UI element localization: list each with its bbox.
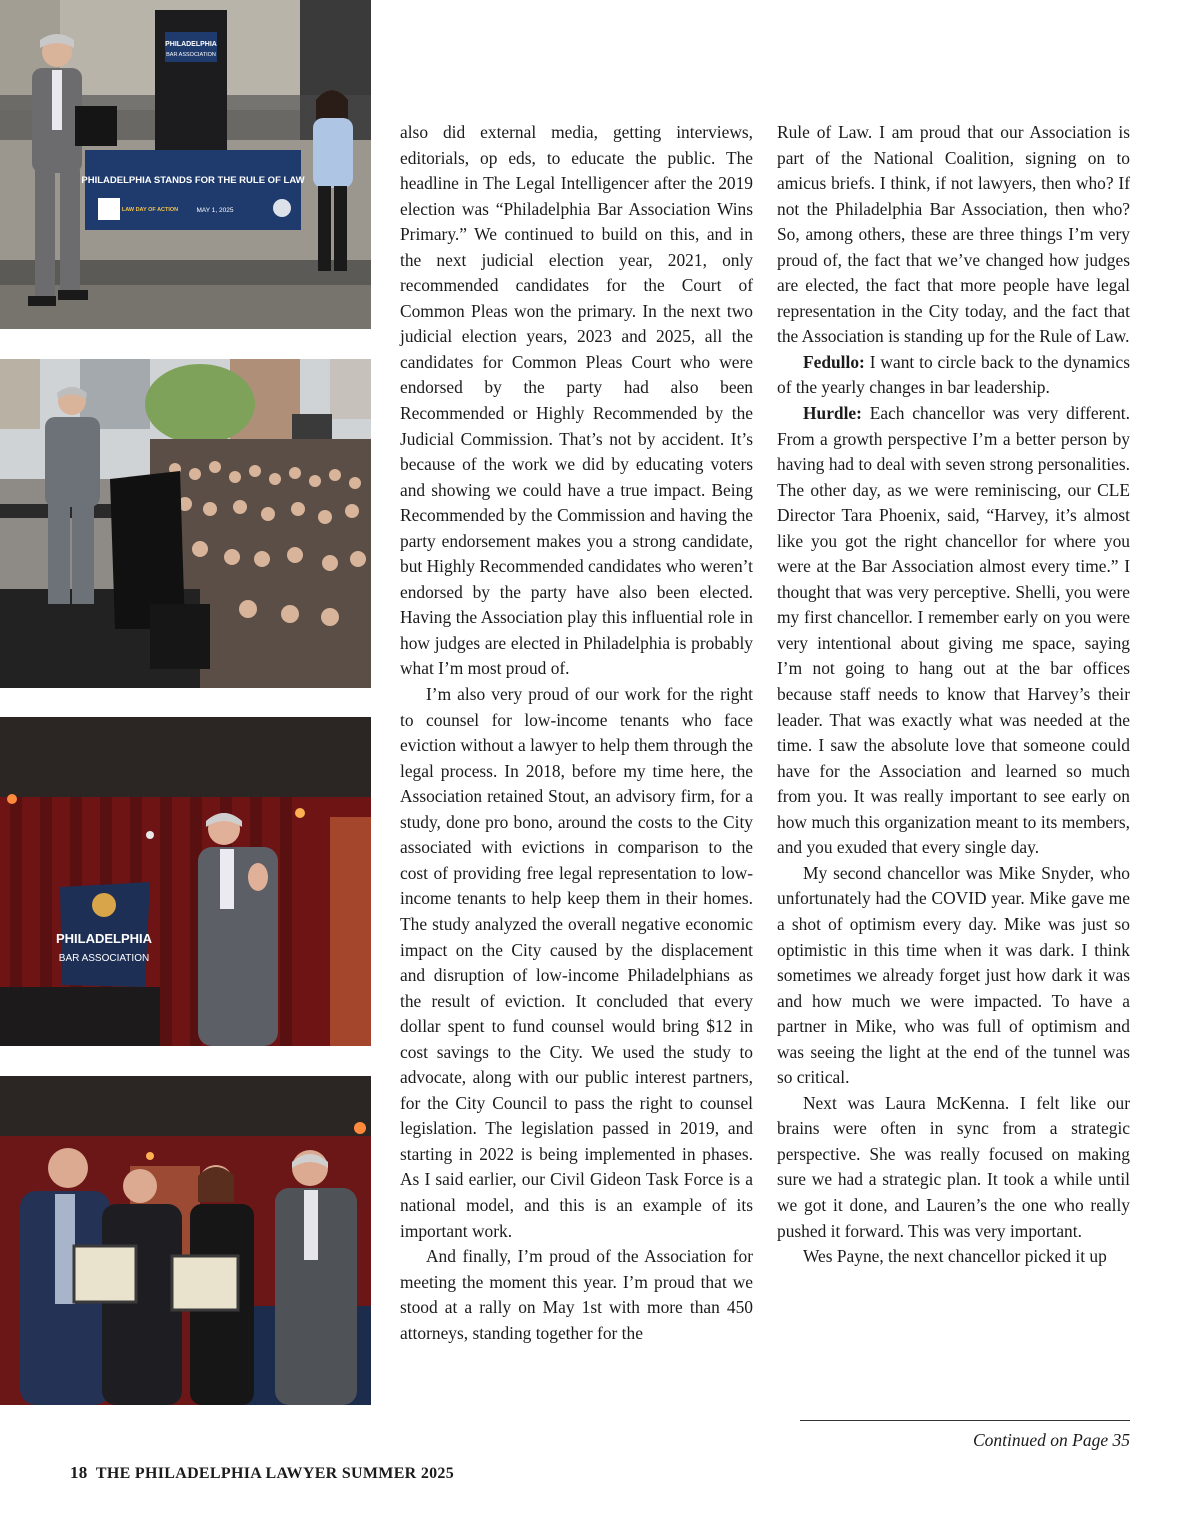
speaker-fedullo: Fedullo: [803, 351, 865, 372]
photo-event-speaker [0, 717, 371, 1046]
paragraph-right-3-text: Each chancellor was very different. From a growth perspective I’m a better person by having had to deal with seven strong personalities. The other day, as we were reminiscing, our CLE Director Tara Phoenix, said, “Harvey, it’s almost like you got the right chancellor for where you were at the Bar Association almost every time.” I thought that was very perceptive. Shelli, you were my first chancellor. I remember early on you were very intentional about giving me space, saying I’m not going to hang out at the bar offices because staff needs to know that Harvey’s their leader. That was exactly what was needed at the time. I saw the absolute love that someone could have for the Association and learned so much from you. It was really important to see early on how much this organization meant to its members, and you exuded that every single day. [777, 403, 1130, 858]
publication-name: THE PHILADELPHIA LAWYER SUMMER 2025 [95, 1465, 455, 1482]
article-column-right [777, 120, 1130, 1270]
rally-podium-text-2: BAR ASSOCIATION [166, 52, 216, 58]
page-number: 18 [70, 1463, 88, 1482]
rally-banner-date: MAY 1, 2025 [196, 207, 234, 214]
continued-on-page-note: Continued on Page 35 [973, 1430, 1130, 1450]
paragraph-left-1: also did external media, getting interviews, editorials, op eds, to educate the public. The headline in The Legal Intelligencer after the 2019 election was “Philadelphia Bar Association Wins Primary.” We continued to build on this, and in the next judicial election year, 2021, only recommended candidates for the Court of Common Pleas won the primary. In the next two judicial election years, 2023 and 2025, all the candidates for Common Pleas Court who were endorsed by the party had also been Recommended or Highly Recommended by the Judicial Commission. That’s not by accident. It’s because of the work we did by educating voters and showing we could have a true impact. Being Recommended by the Commission and having the party endorsement makes you a strong candidate, but Highly Recommended candidates who weren’t endorsed by the party have also been elected. Having the Association play this influential role in how judges are elected in Philadelphia is probably what I’m most proud of. [400, 122, 753, 679]
event-podium-text-1: PHILADELPHIA [55, 931, 153, 946]
paragraph-right-5: Next was Laura McKenna. I felt like our brains were often in sync from a strategic perspective. She was really focused on making sure we had a strategic plan. It took a while until we got it done, and Lauren’s the one who really pushed it forward. This was very important. [777, 1092, 1130, 1241]
photo-award-recipients [0, 1076, 371, 1405]
rally-banner-lawday: LAW DAY OF ACTION [121, 207, 179, 213]
paragraph-right-2 [777, 350, 1130, 401]
speaker-hurdle: Hurdle: [803, 403, 862, 424]
paragraph-left-2: I’m also very proud of our work for the right to counsel for low-income tenants who face eviction without a lawyer to help them through the legal process. In 2018, before my time here, the Association retained Stout, an advisory firm, for a study, done pro bono, around the costs to the City associated with evictions in comparison to the cost of providing free legal representation to low-income tenants to help keep them in their homes. The study analyzed the overall negative economic impact on the City caused by the displacement and disruption of low-income Philadelphians as the result of eviction. It concluded that every dollar spent to fund counsel would bring $12 in cost savings to the City. We used the study to advocate, along with our public interest partners, for the City Council to pass the right to counsel legislation. The legislation passed in 2019, and starting in 2022 is being implemented in phases. As I said earlier, our Civil Gideon Task Force is a national model, and this is an example of its important work. [400, 684, 753, 1241]
photo-rally-speaker-crowd [0, 359, 371, 688]
page-footer [70, 1463, 454, 1483]
event-podium-text-2: BAR ASSOCIATION [58, 953, 150, 964]
photo-rally-rule-of-law [0, 0, 371, 329]
rally-banner-text: PHILADELPHIA STANDS FOR THE RULE OF LAW [81, 175, 305, 186]
article-column-left [400, 120, 753, 1346]
paragraph-right-4: My second chancellor was Mike Snyder, who unfortunately had the COVID year. Mike gave me a shot of optimism every day. Mike was just so optimistic in this time when it was dark. I think sometimes we already forget just how dark it was and how much we were impacted. To have a partner in Mike, who was full of optimism and was seeing the light at the end of the tunnel was so critical. [777, 862, 1130, 1088]
paragraph-right-3 [777, 401, 1130, 861]
paragraph-right-2-text: I want to circle back to the dynamics of the yearly changes in bar leadership. [777, 351, 1130, 398]
paragraph-right-6: Wes Payne, the next chancellor picked it up [803, 1246, 1107, 1267]
continued-divider [800, 1420, 1130, 1421]
rally-podium-text-1: PHILADELPHIA [165, 41, 217, 48]
paragraph-right-1: Rule of Law. I am proud that our Association is part of the National Coalition, signing on to amicus briefs. I think, if not lawyers, then who? If not the Philadelphia Bar Association, then who? So, among others, these are three things I’m very proud of, the fact that we’ve changed how judges are elected, the fact that more people have legal representation in the City today, and the fact that the Association is standing up for the Rule of Law. [777, 122, 1130, 347]
paragraph-left-3: And finally, I’m proud of the Association for meeting the moment this year. I’m proud that we stood at a rally on May 1st with more than 450 attorneys, standing together for the [400, 1246, 753, 1343]
